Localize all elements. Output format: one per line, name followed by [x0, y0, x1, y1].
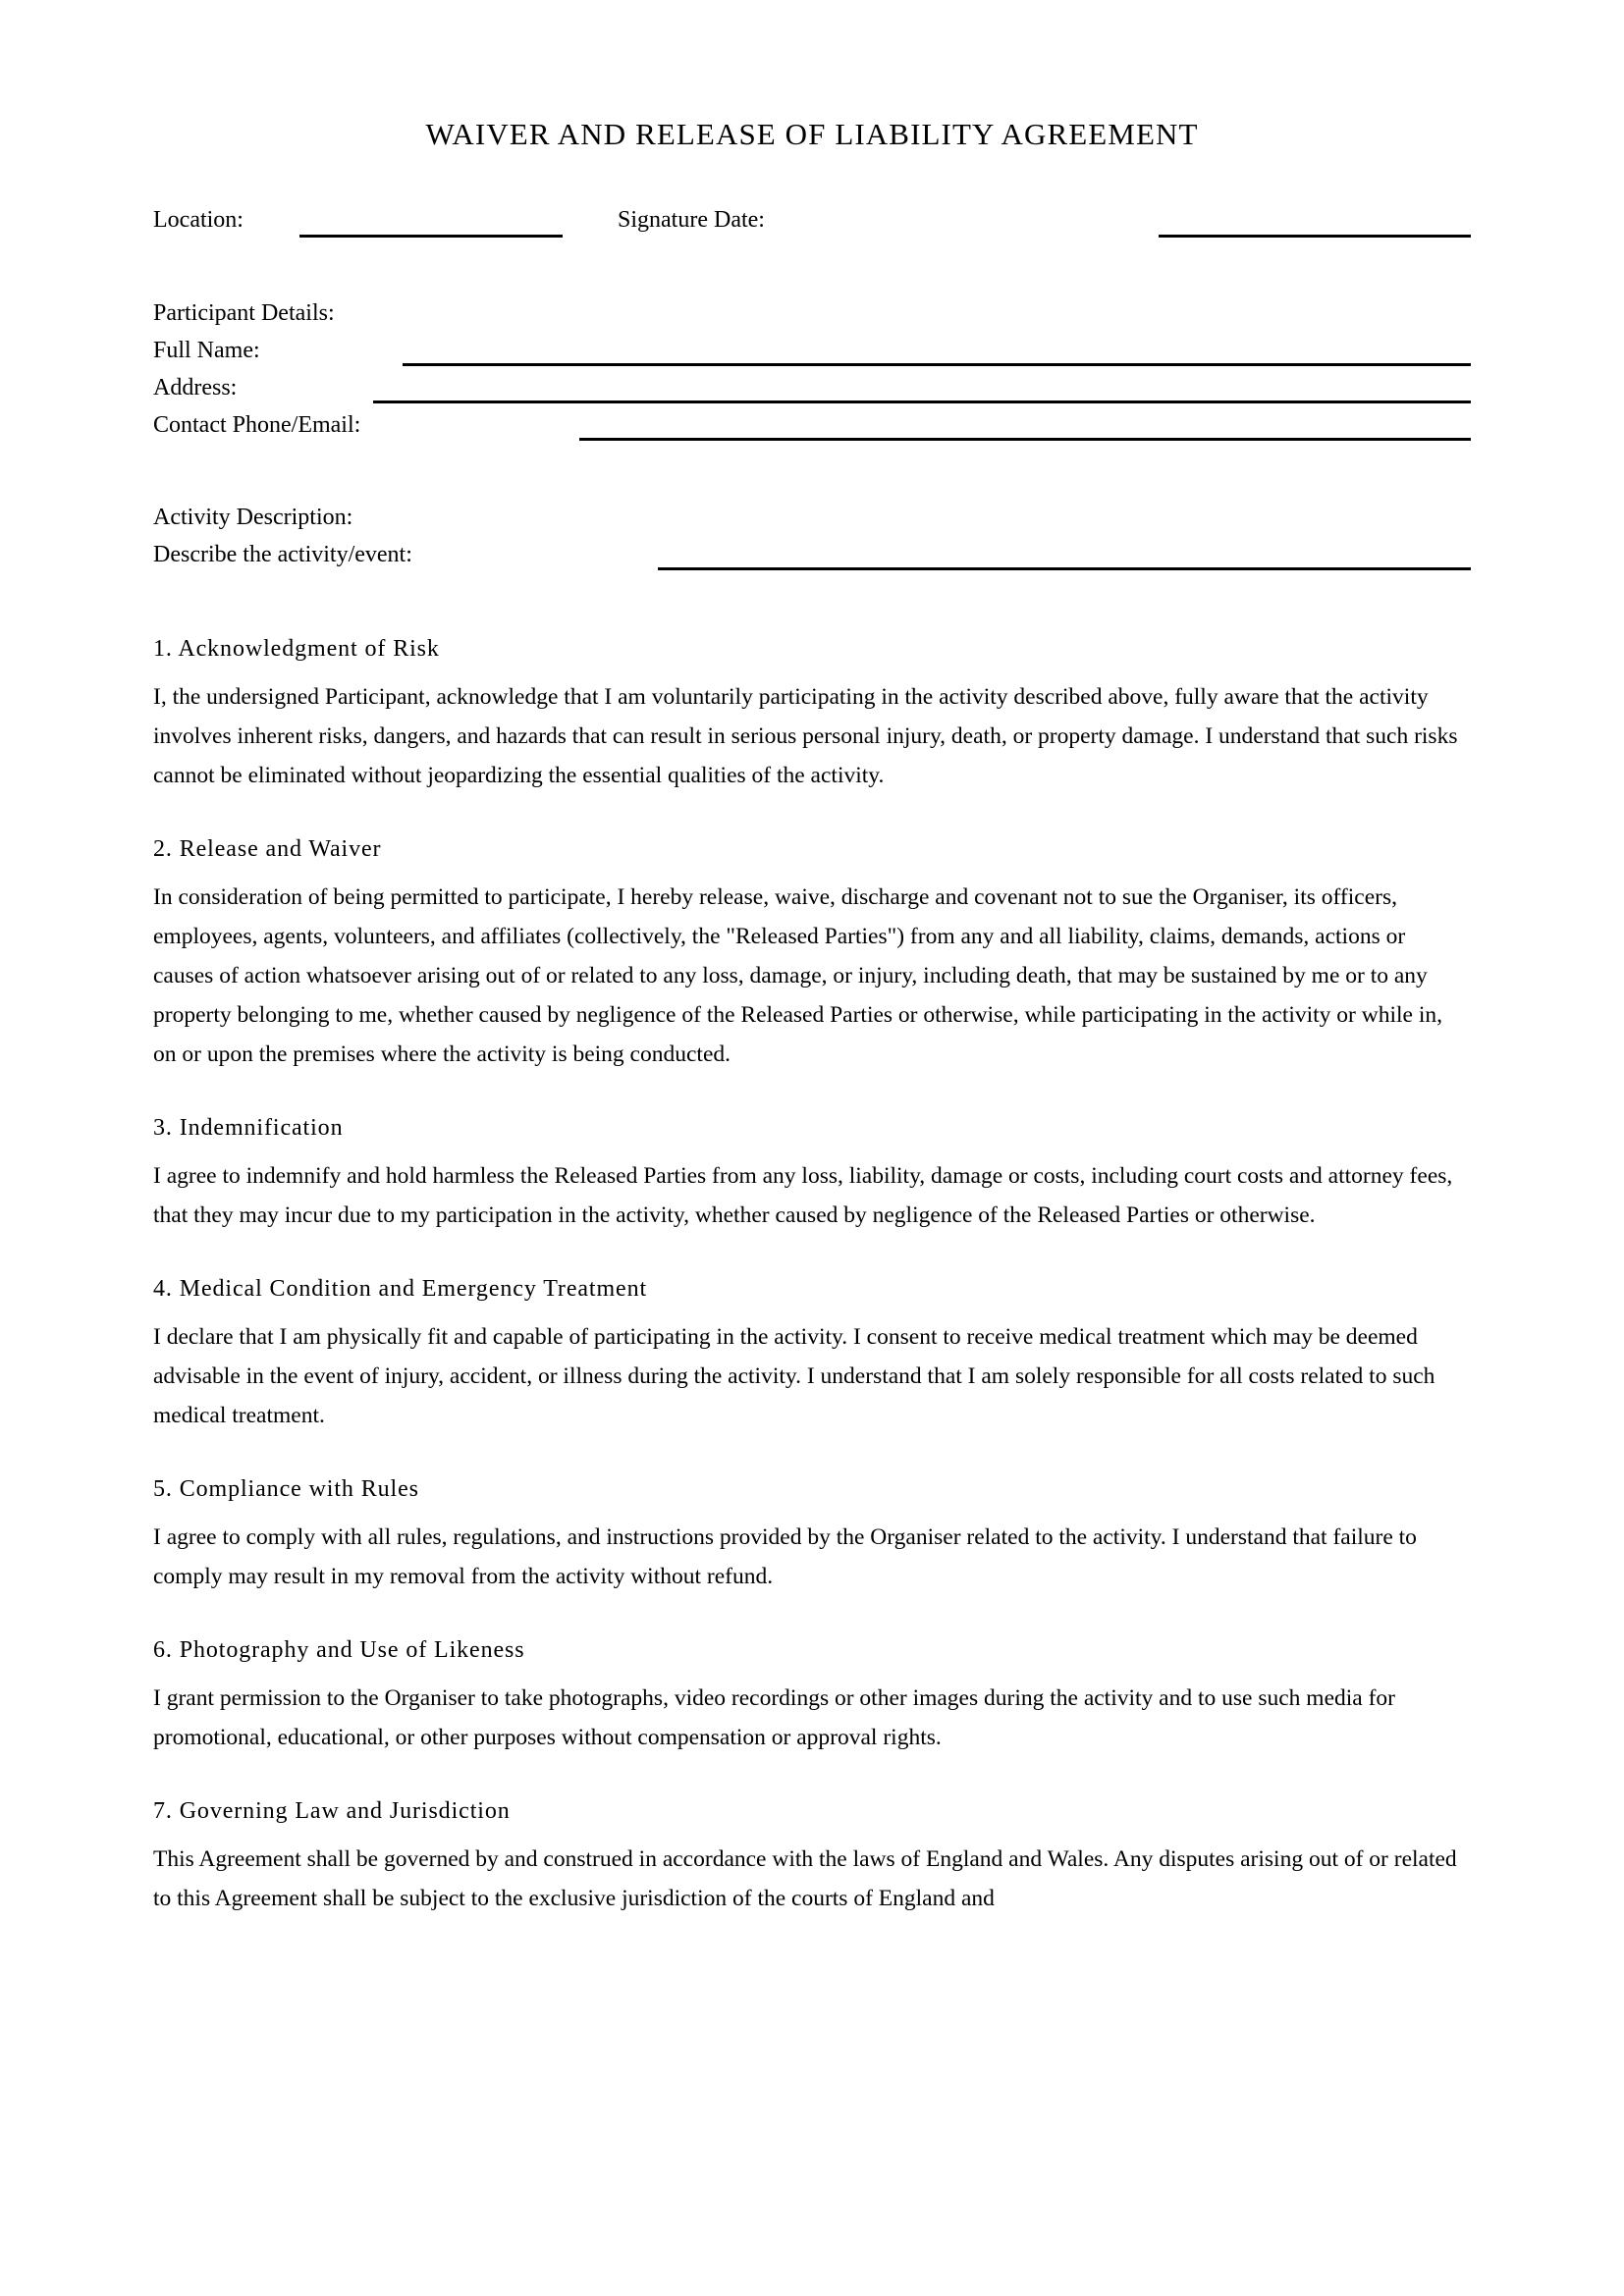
clause-heading: 5. Compliance with Rules	[153, 1476, 419, 1503]
location-input[interactable]	[299, 235, 563, 238]
location-label: Location:	[153, 207, 244, 234]
clause-section	[153, 1274, 1471, 1435]
address-label: Address:	[153, 375, 238, 401]
clause-heading: 6. Photography and Use of Likeness	[153, 1637, 525, 1664]
activity-description-label: Activity Description:	[153, 505, 353, 531]
clause-section	[153, 1796, 1471, 1918]
clause-section	[153, 1635, 1471, 1757]
clause-section	[153, 834, 1471, 1074]
clause-heading: 1. Acknowledgment of Risk	[153, 636, 440, 663]
participant-details-label: Participant Details:	[153, 300, 335, 327]
clause-section	[153, 1474, 1471, 1596]
address-input[interactable]	[373, 400, 1471, 403]
contact-label: Contact Phone/Email:	[153, 412, 361, 439]
signature-date-input[interactable]	[1159, 235, 1471, 238]
clause-section	[153, 1113, 1471, 1235]
address-row	[153, 369, 1471, 406]
clause-body: I agree to indemnify and hold harmless the Released Parties from any loss, liability, damage or costs, including court costs and attorney fees, that they may incur due to my participation in the activity, whether caused by negligence of the Released Parties or otherwise.	[153, 1163, 1453, 1229]
clause-heading: 4. Medical Condition and Emergency Treatment	[153, 1276, 648, 1303]
location-row	[153, 201, 1471, 240]
clause-heading: 2. Release and Waiver	[153, 836, 382, 863]
clauses-container	[153, 634, 1471, 1918]
signature-date-label: Signature Date:	[618, 207, 765, 234]
clause-body: I declare that I am physically fit and capable of participating in the activity. I consent to receive medical treatment which may be deemed advisable in the event of injury, accident, or illness during the activity. I understand that I am solely responsible for all costs related to such medical treatment.	[153, 1324, 1435, 1429]
full-name-row	[153, 332, 1471, 369]
full-name-input[interactable]	[403, 363, 1471, 366]
full-name-label: Full Name:	[153, 338, 260, 364]
clause-heading: 7. Governing Law and Jurisdiction	[153, 1798, 511, 1825]
clause-body: I grant permission to the Organiser to take photographs, video recordings or other images during the activity and to use such media for promotional, educational, or other purposes without compensation or approval rights.	[153, 1685, 1395, 1751]
contact-row	[153, 406, 1471, 444]
clause-heading: 3. Indemnification	[153, 1115, 344, 1142]
describe-activity-input[interactable]	[658, 567, 1471, 570]
clause-body: I, the undersigned Participant, acknowledge that I am voluntarily participating in the activity described above, fully aware that the activity involves inherent risks, dangers, and hazards that can result in serious personal injury, death, or property damage. I understand that such risks cannot be eliminated without jeopardizing the essential qualities of the activity.	[153, 684, 1458, 789]
describe-activity-row	[153, 536, 1471, 573]
clause-body: In consideration of being permitted to participate, I hereby release, waive, discharge and covenant not to sue the Organiser, its officers, employees, agents, volunteers, and affiliates (collectively, the "Released Parties") from any and all liability, claims, demands, actions or causes of action whatsoever arising out of or related to any loss, damage, or injury, including death, that may be sustained by me or to any property belonging to me, whether caused by negligence of the Released Parties or otherwise, while participating in the activity or while in, on or upon the premises where the activity is being conducted.	[153, 884, 1442, 1068]
clause-body: This Agreement shall be governed by and construed in accordance with the laws of England and Wales. Any disputes arising out of or related to this Agreement shall be subject to the exclusive jurisdiction of the courts of England and	[153, 1846, 1457, 1912]
contact-input[interactable]	[579, 438, 1471, 441]
page-title: WAIVER AND RELEASE OF LIABILITY AGREEMENT	[425, 117, 1199, 151]
clause-body: I agree to comply with all rules, regulations, and instructions provided by the Organiser related to the activity. I understand that failure to comply may result in my removal from the activity without refund.	[153, 1524, 1417, 1590]
header-fields	[153, 201, 1471, 240]
clause-section	[153, 634, 1471, 795]
participant-details-block	[153, 294, 1471, 444]
describe-activity-label: Describe the activity/event:	[153, 542, 412, 568]
activity-description-block	[153, 499, 1471, 573]
